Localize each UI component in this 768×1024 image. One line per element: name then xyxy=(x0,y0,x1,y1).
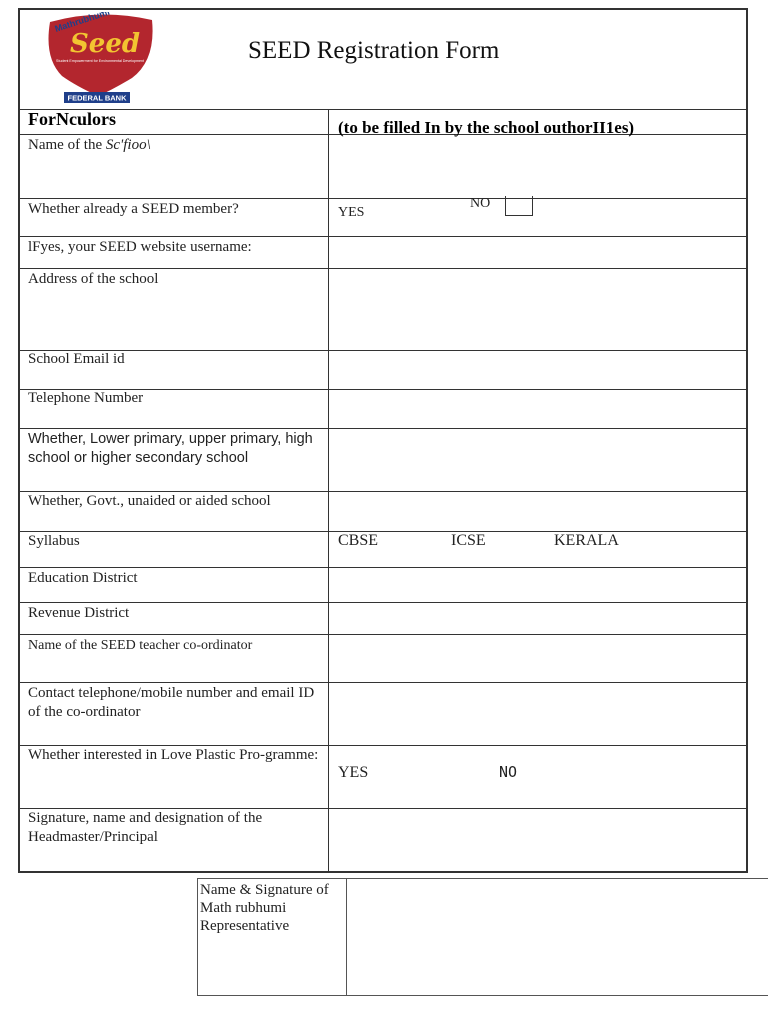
school-address-field[interactable] xyxy=(332,272,742,348)
school-address-label: Address of the school xyxy=(28,271,159,287)
syllabus-option-icse[interactable]: ICSE xyxy=(451,532,486,549)
love-plastic-yes-option[interactable]: YES xyxy=(338,764,369,781)
seed-member-yes-option[interactable]: YES xyxy=(338,205,365,220)
love-plastic-label: Whether interested in Love Plastic Pro-gramme: xyxy=(28,747,319,763)
row-divider xyxy=(20,198,746,199)
row-divider xyxy=(20,268,746,269)
telephone-field[interactable] xyxy=(332,393,742,425)
school-level-field[interactable] xyxy=(332,432,742,488)
coordinator-contact-field[interactable] xyxy=(332,686,742,742)
revenue-district-field[interactable] xyxy=(332,606,742,632)
love-plastic-no-option[interactable]: NO xyxy=(499,763,518,781)
representative-label: Name & Signature of Math rubhumi Representative xyxy=(200,882,329,934)
row-divider xyxy=(20,634,746,635)
logo-sub-text: Student Empowerment for Environmental Development xyxy=(56,59,144,63)
headmaster-signature-label: Signature, name and designation of the Headmaster/Principal xyxy=(28,810,263,845)
teacher-coordinator-field[interactable] xyxy=(332,638,742,680)
website-username-label: lFyes, your SEED website username: xyxy=(28,239,252,255)
fill-instruction-heading: (to be filled In by the school outhorII1es) xyxy=(338,118,635,137)
seed-member-no-option[interactable]: NO xyxy=(470,196,491,211)
logo-bank-text: FEDERAL BANK xyxy=(67,93,127,103)
row-divider xyxy=(20,567,746,568)
teacher-coordinator-label: Name of the SEED teacher co-ordinator xyxy=(28,638,253,653)
seed-logo xyxy=(40,12,160,104)
row-divider xyxy=(20,602,746,603)
syllabus-option-kerala[interactable]: KERALA xyxy=(554,532,619,549)
telephone-label: Telephone Number xyxy=(28,390,144,406)
school-name-label-text: Name of the xyxy=(28,137,106,153)
row-divider xyxy=(20,236,746,237)
syllabus-option-cbse[interactable]: CBSE xyxy=(338,532,379,549)
headmaster-signature-field[interactable] xyxy=(332,812,742,870)
school-type-field[interactable] xyxy=(332,496,742,528)
education-district-field[interactable] xyxy=(332,571,742,599)
representative-signature-field[interactable] xyxy=(350,883,760,991)
revenue-district-label: Revenue District xyxy=(28,605,130,621)
form-title: SEED Registration Form xyxy=(248,37,500,64)
form-header xyxy=(20,10,746,110)
school-level-label: Whether, Lower primary, upper primary, high school or higher secondary school xyxy=(28,431,313,466)
school-type-label: Whether, Govt., unaided or aided school xyxy=(28,493,271,509)
school-email-field[interactable] xyxy=(332,354,742,386)
seed-member-label: Whether already a SEED member? xyxy=(28,201,239,217)
registration-form-frame xyxy=(18,8,748,873)
school-name-label xyxy=(28,136,324,155)
syllabus-label: Syllabus xyxy=(28,533,80,549)
school-email-label: School Email id xyxy=(28,351,125,367)
education-district-label: Education District xyxy=(28,570,138,586)
school-name-field[interactable] xyxy=(332,138,742,196)
row-divider xyxy=(20,682,746,683)
logo-seed-text: Seed xyxy=(70,29,141,59)
column-divider xyxy=(328,110,329,873)
logo-mathrubhumi-text: Mathrubhumi xyxy=(53,12,111,34)
coordinator-contact-label: Contact telephone/mobile number and email ID of the co-ordinator xyxy=(28,685,315,720)
particulars-heading: ForNculors xyxy=(28,109,116,129)
website-username-field[interactable] xyxy=(332,240,742,266)
representative-divider xyxy=(346,879,347,995)
school-name-label-italic: Sc'fioo\ xyxy=(105,137,151,153)
seed-member-no-checkbox[interactable] xyxy=(505,196,533,216)
representative-box xyxy=(197,878,768,996)
row-divider xyxy=(20,428,746,429)
